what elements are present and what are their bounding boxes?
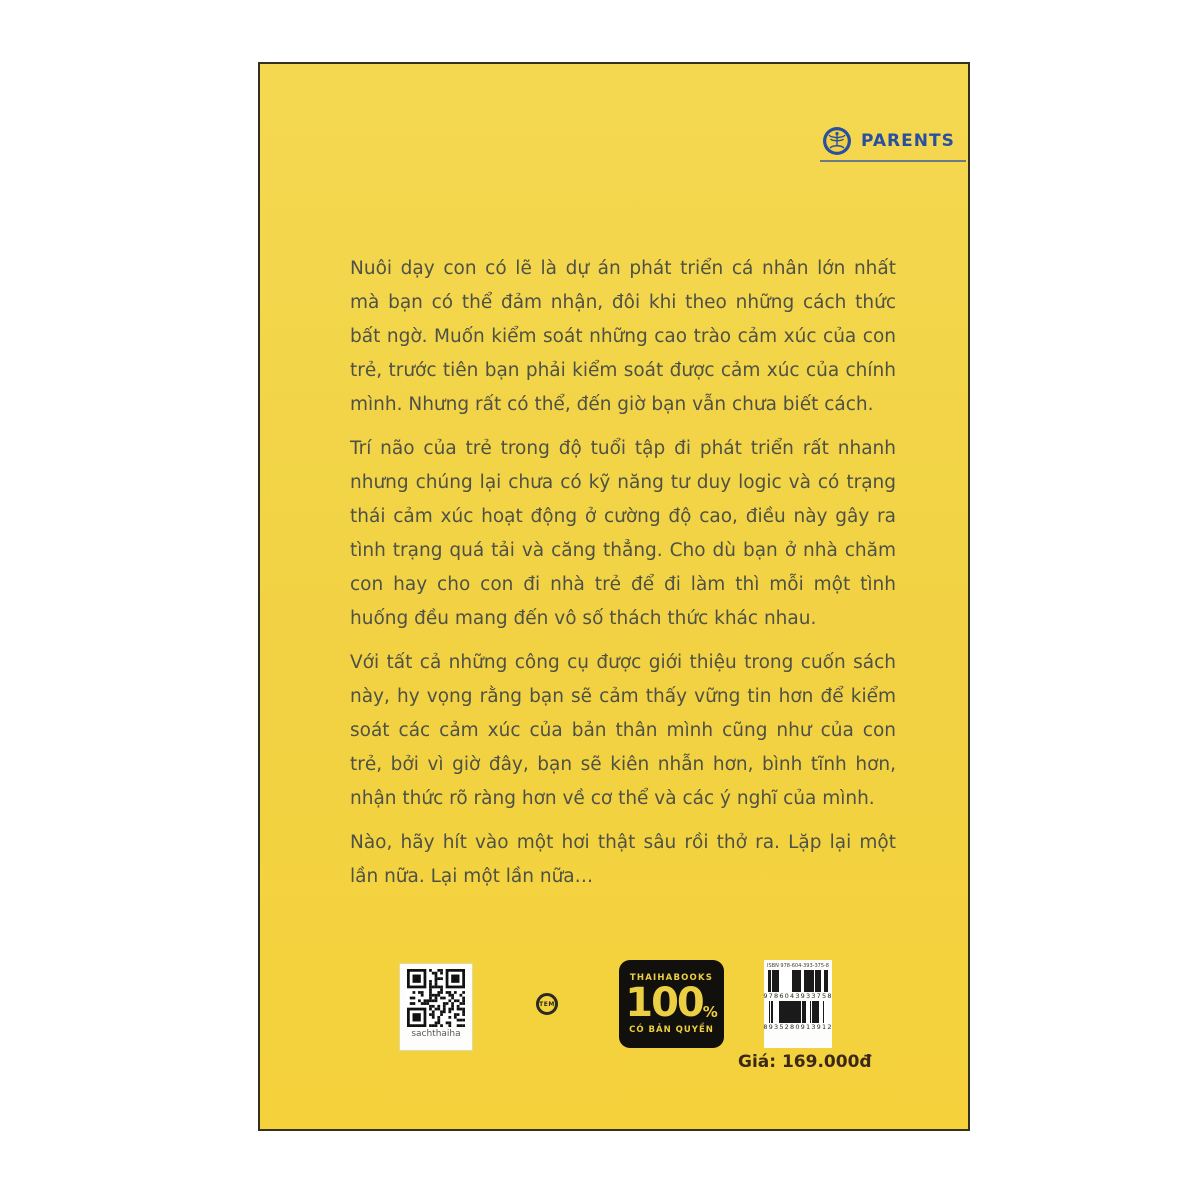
barcode-box bbox=[764, 960, 832, 1048]
text-line: thái cảm xúc hoạt động ở cường độ cao, điều này gây ra bbox=[350, 506, 896, 527]
qr-label: sachthaiha bbox=[411, 1029, 461, 1039]
price-label: Giá: 169.000đ bbox=[738, 1052, 872, 1072]
badge-pct-sign: % bbox=[702, 1003, 718, 1021]
isbn-label: ISBN 978-604-393-375-8 bbox=[767, 963, 829, 969]
text-line: bất ngờ. Muốn kiểm soát những cao trào cảm xúc của con bbox=[350, 326, 896, 347]
text-line: Trí não của trẻ trong độ tuổi tập đi phát triển rất nhanh bbox=[350, 438, 896, 459]
text-line: mà bạn có thể đảm nhận, đôi khi theo những cách thức bbox=[350, 292, 896, 313]
text-line: huống đều mang đến vô số thách thức khác nhau. bbox=[350, 608, 817, 629]
text-line: nhưng chúng lại chưa có kỹ năng tư duy logic và có trạng bbox=[350, 472, 896, 493]
text-line: soát các cảm xúc của bản thân mình cũng như của con bbox=[350, 720, 896, 741]
text-line: Nuôi dạy con có lẽ là dự án phát triển cá nhân lớn nhất bbox=[350, 258, 896, 279]
back-cover-text bbox=[350, 252, 896, 904]
text-line: tình trạng quá tải và căng thẳng. Cho dù bạn ở nhà chăm bbox=[350, 540, 896, 561]
paragraph bbox=[350, 826, 896, 894]
text-line: nhận thức rõ ràng hơn về cơ thể và các ý nghĩ của mình. bbox=[350, 788, 875, 809]
tree-icon bbox=[822, 126, 852, 156]
badge-caption: CÓ BẢN QUYỀN bbox=[629, 1025, 714, 1035]
text-line: con hay cho con đi nhà trẻ để đi làm thì mỗi một tình bbox=[350, 574, 896, 595]
logo-underline bbox=[820, 160, 966, 162]
parents-label: PARENTS bbox=[861, 131, 955, 151]
parents-logo bbox=[820, 126, 966, 166]
text-line: Với tất cả những công cụ được giới thiệu trong cuốn sách bbox=[350, 652, 896, 673]
copyright-badge bbox=[621, 962, 722, 1046]
text-line: lần nữa. Lại một lần nữa… bbox=[350, 866, 594, 887]
barcode-number-1: 9786043933758 bbox=[763, 992, 833, 1000]
text-line: trẻ, trước tiên bạn phải kiểm soát được cảm xúc của chính bbox=[350, 360, 896, 381]
badge-publisher: THAIHABOOKS bbox=[629, 973, 714, 983]
barcode-number-2: 8935280913912 bbox=[763, 1023, 833, 1031]
tem-stamp-label: TEM bbox=[539, 1000, 555, 1008]
badge-100: 100 bbox=[625, 980, 703, 1026]
text-line: này, hy vọng rằng bạn sẽ cảm thấy vững tin hơn để kiểm bbox=[350, 686, 896, 707]
book-back-cover bbox=[258, 62, 970, 1131]
paragraph bbox=[350, 252, 896, 422]
text-line: mình. Nhưng rất có thể, đến giờ bạn vẫn chưa biết cách. bbox=[350, 394, 874, 415]
qr-code-icon bbox=[407, 969, 465, 1027]
text-line: trẻ, bởi vì giờ đây, bạn sẽ kiên nhẫn hơn, bình tĩnh hơn, bbox=[350, 754, 896, 775]
barcode-icon-2 bbox=[768, 1001, 828, 1023]
badge-percent bbox=[625, 980, 718, 1026]
text-line: Nào, hãy hít vào một hơi thật sâu rồi thở ra. Lặp lại một bbox=[350, 832, 896, 853]
paragraph bbox=[350, 432, 896, 636]
qr-box bbox=[400, 964, 472, 1050]
paragraph bbox=[350, 646, 896, 816]
tem-stamp-icon bbox=[536, 993, 558, 1015]
barcode-icon-1 bbox=[768, 970, 828, 992]
